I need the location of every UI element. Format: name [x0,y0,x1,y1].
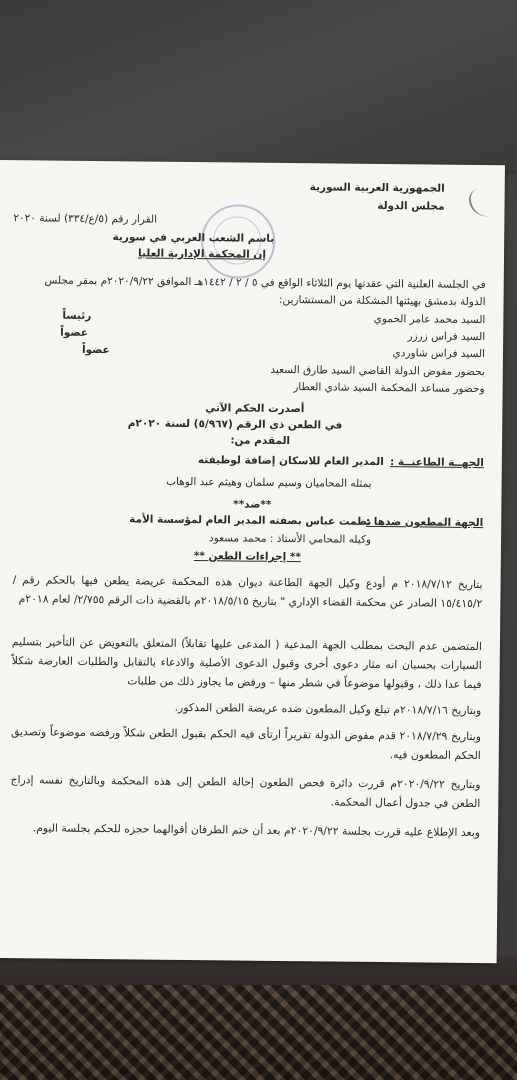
appellant-value: المدير العام للاسكان إضافة لوظيفته [197,454,384,469]
member-name: السيد فراس زرزر [407,330,486,344]
session-line-2: الدولة بدمشق بهيئتها المشكلة من المستشارين: [278,293,486,309]
in-name-of-people: باسم الشعب العربي في سورية [112,231,275,245]
body-paragraph: وبتاريخ ٢٠١٨/٧/١٦م تبلغ وكيل المطعون ضده عريضة الطعن المذكور. [174,700,482,718]
country-name: الجمهورية العربية السورية [309,181,445,195]
appellant-label: الجهــة الطاعنــة : [389,456,484,470]
patterned-rug [0,985,517,1080]
versus-marker: **ضد** [233,498,272,511]
handwritten-mark [466,184,503,221]
council-name: مجلس الدولة [377,199,445,213]
body-paragraph: وبتاريخ ٢٠١٨/٧/٢٩ قدم مفوض الدولة تقريراً ارتأى فيه الحكم بقبول الطعن شكلاً ورفضه موضوعاً وتصديق الحكم المطعون فيه. [10,725,482,763]
decision-number: القرار رقم (٥/ع/٣٣٤) لسنة ٢٠٢٠ [13,212,158,226]
appeal-number: في الطعن ذي الرقم (٥/٩٦٧) لسنة ٢٠٢٠م [127,417,343,432]
desk-background-top [0,0,517,175]
attendance-commissioner: بحضور مفوض الدولة القاضي السيد طارق السعيد [270,363,485,379]
member-name: السيد محمد عامر الحموي [373,312,486,327]
session-line-1: في الجلسة العلنية التي عقدتها يوم الثلاثاء الواقع في ٥ / ٢ / ١٤٤٢هـ الموافق ٢٠٢٠/٩/٢٢م بمقر مجلس [44,274,486,292]
appeal-procedures-heading: ** إجراءات الطعن ** [193,550,301,564]
body-paragraph: بتاريخ ٢٠١٨/٧/١٢ م أودع وكيل الجهة الطاعنة ديوان هذه المحكمة عريضة يطعن فيها بالحكم رقم /١٥/٤١٥/٢ الصادر عن محكمة القضاء الإداري " بتاريخ ٢٠١٨/٥/١٥م بالقضية ذات الرقم ٢/٧٥٥/ لعام ٢٠١٨م [12,573,483,611]
appellant-representatives: يمثله المحاميان وسيم سلمان وهيثم عبد الوهاب [166,475,372,490]
member-name: السيد فراس شاوردي [392,347,486,361]
respondent-label: الجهة المطعون ضدها : [365,515,484,530]
body-paragraph: وبعد الإطلاع عليه قررت بجلسة ٢٠٢٠/٩/٢٢م بعد أن ختم الطرفان أقوالهما حجزه للحكم بجلسة اليوم. [32,821,481,840]
body-paragraph: وبتاريخ ٢٠٢٠/٩/٢٢م قررت دائرة فحص الطعون إحالة الطعن إلى هذه المحكمة وبالتاريخ نفسه إدراج الطعن في جدول أعمال المحكمة. [10,773,481,811]
member-role: رئيساً [62,309,92,322]
ruling-issued: أصدرت الحكم الآتي [205,402,305,416]
court-decision-document [0,160,505,963]
respondent-representative: وكيله المحامي الأستاذ : محمد مسعود [208,532,372,546]
respondent-value: نظمت عباس بصفته المدير العام لمؤسسة الأمة [129,513,372,528]
court-name: إن المحكمة الإدارية العليا [138,247,267,261]
member-role: عضواً [60,326,88,339]
body-paragraph: المتضمن عدم البحث بمطلب الجهة المدعية ( المدعى عليها تقابلاً) المتعلق بالتعويض عن التأخير بتسليم السيارات بحسبان انه مثار دعوى أخرى وقبول الدعوى الأصلية والادعاء بالتقابل والطلبات العارضة شكلاً فيما عدا ذلك ، وقبولها موضوعاً في شطر منها – ورفض ما يجاوز ذلك من طلبات [11,635,482,692]
submitted-by: المقدم من: [230,434,291,448]
attendance-assistant: وحضور مساعد المحكمة السيد شادي العطار [293,381,485,396]
member-role: عضواً [81,343,110,357]
